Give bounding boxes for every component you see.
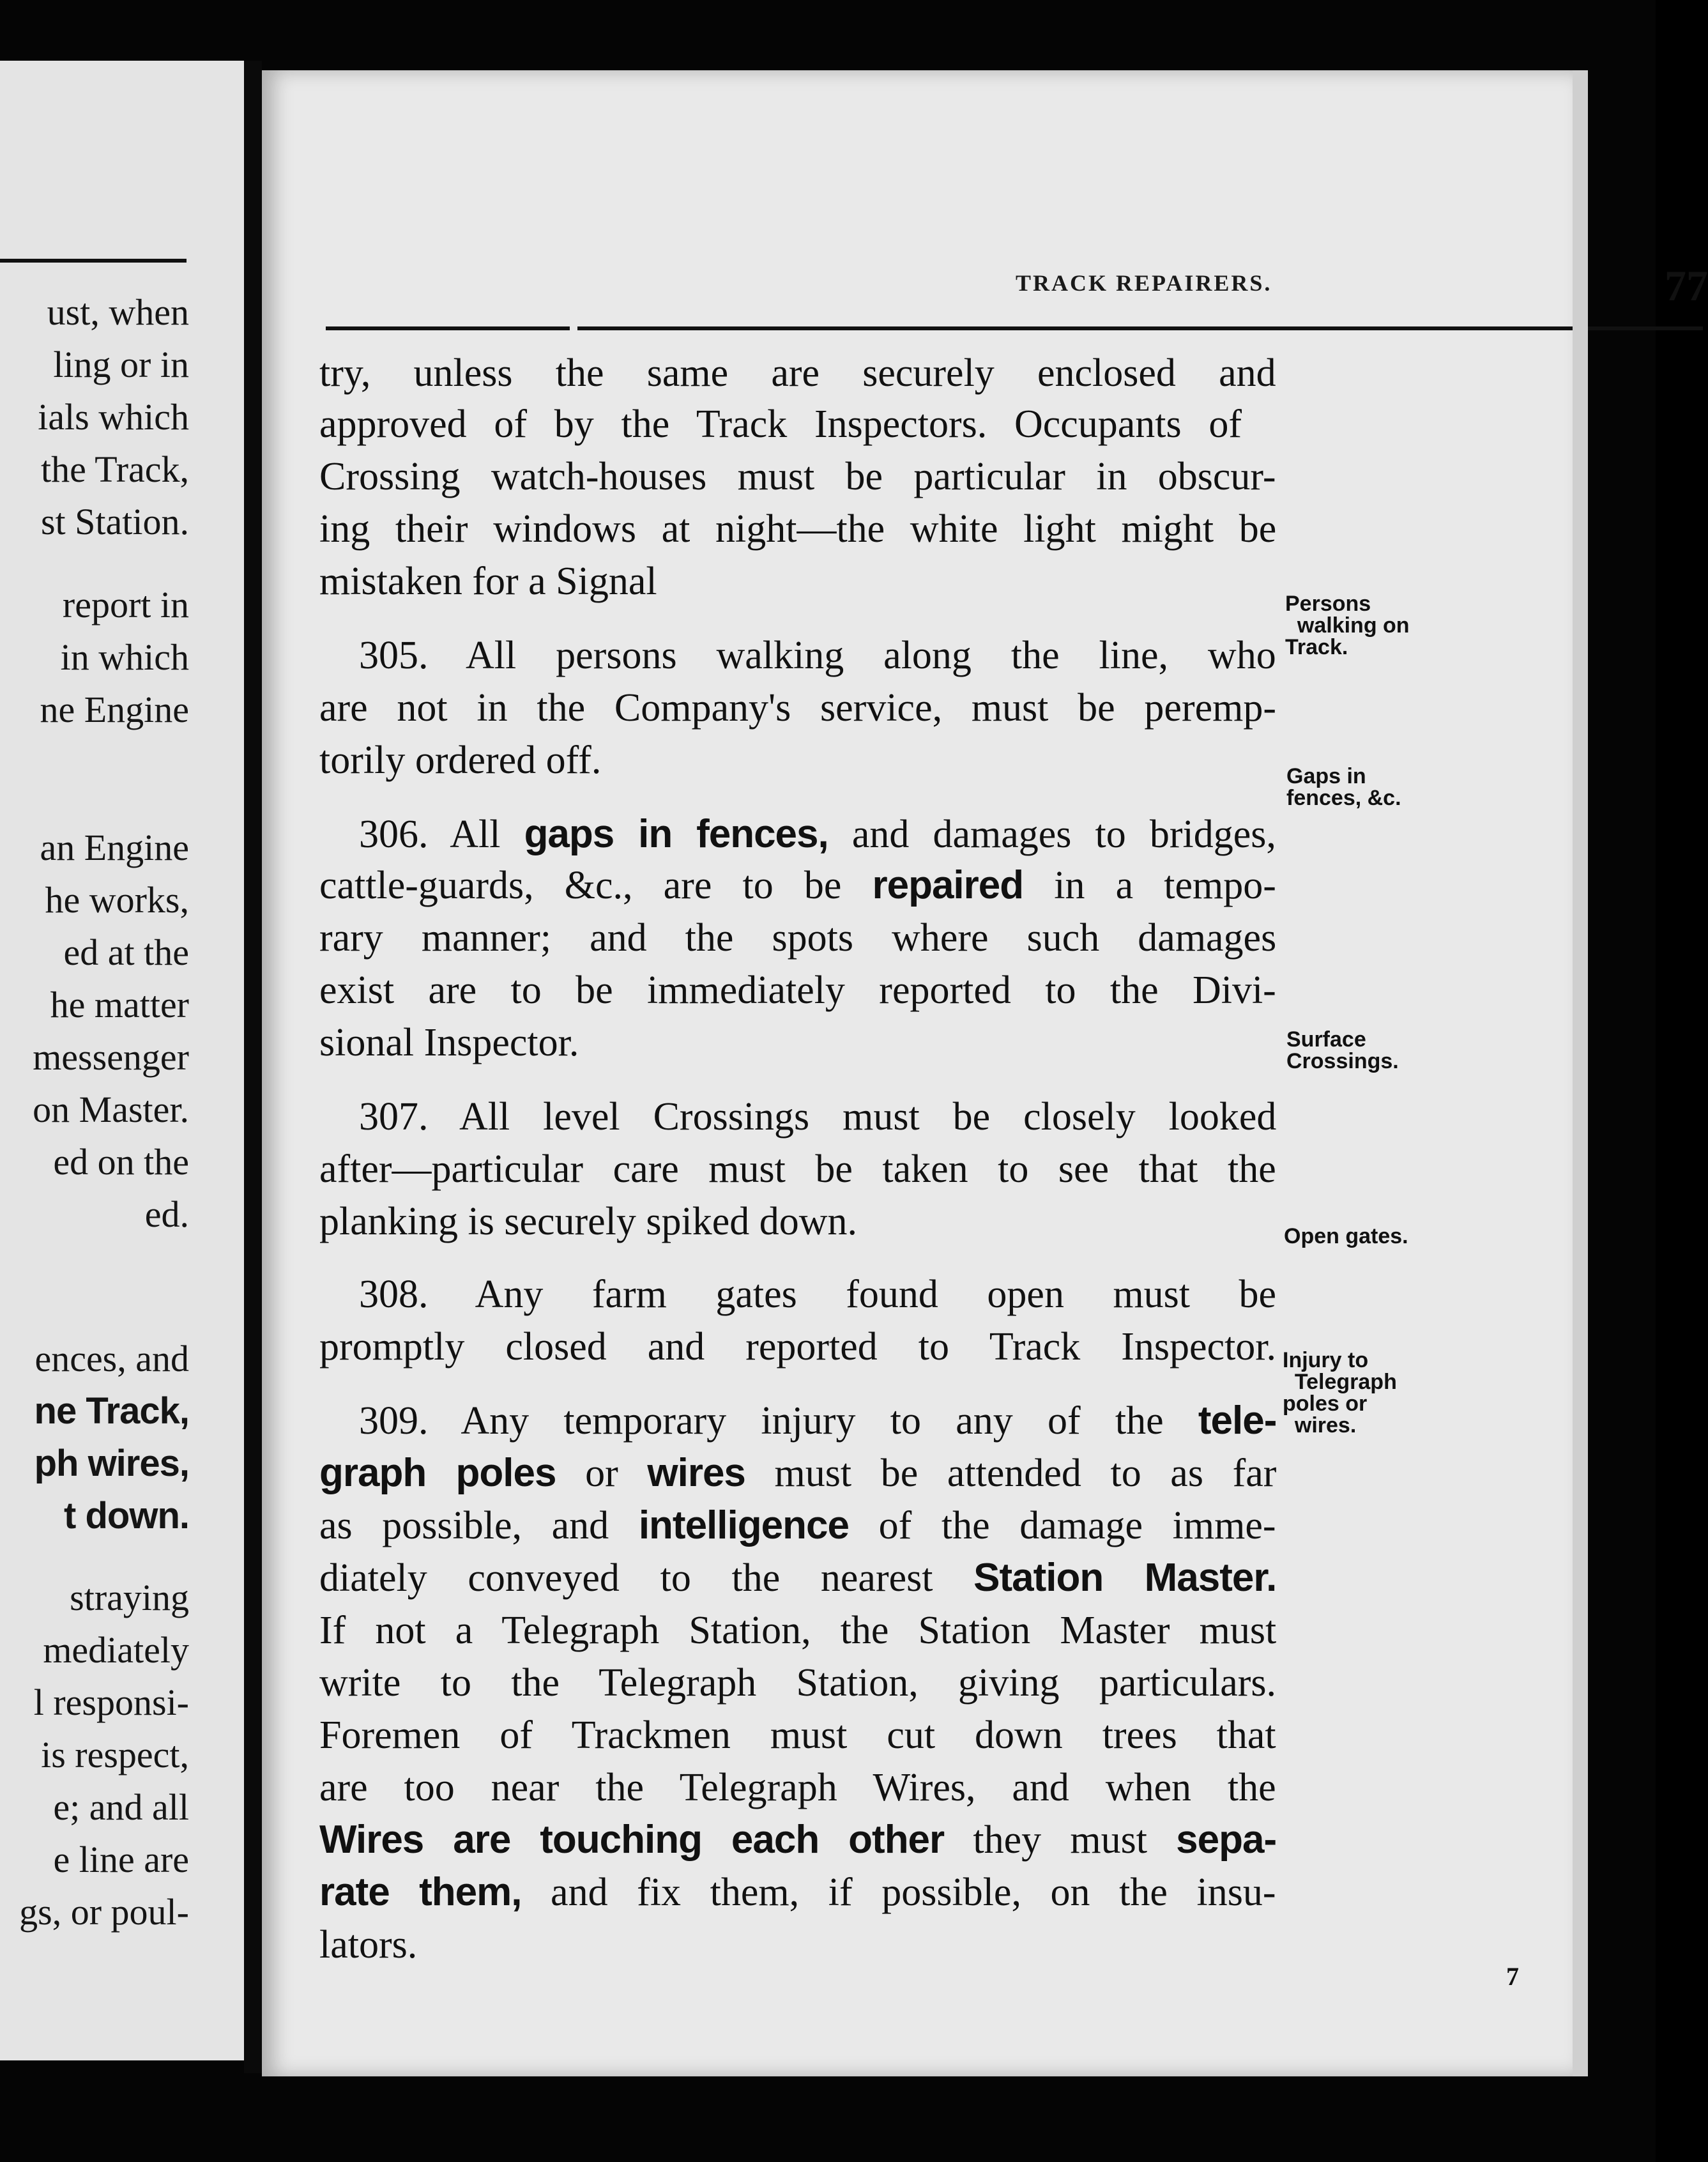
left-page-fragment bbox=[0, 61, 244, 2060]
text-run: rary manner; and the spots where such damages bbox=[319, 916, 1277, 960]
body-line bbox=[319, 1503, 1276, 1549]
header-rule-right bbox=[577, 326, 1703, 330]
text-run: Crossing watch-houses must be particular in obscur- bbox=[319, 455, 1276, 498]
margin-note-injury-telegraph: Injury to Telegraph poles or wires. bbox=[1283, 1348, 1397, 1438]
body-line bbox=[359, 811, 1276, 857]
left-page-line: on Master. bbox=[33, 1089, 189, 1130]
emphasized-text: graph poles bbox=[319, 1451, 556, 1495]
left-page-line: mediately bbox=[43, 1629, 189, 1671]
running-head: TRACK REPAIRERS. bbox=[1016, 270, 1272, 296]
left-page-line: ne Track, bbox=[34, 1390, 189, 1432]
text-run: as possible, and bbox=[319, 1504, 639, 1547]
text-run: in a tempo- bbox=[1023, 864, 1276, 907]
header-rule-left bbox=[326, 326, 570, 330]
text-run: they must bbox=[944, 1818, 1177, 1862]
text-run: exist are to be immediately reported to the Divi- bbox=[319, 969, 1276, 1012]
left-page-line: ust, when bbox=[47, 291, 189, 333]
body-line bbox=[319, 1146, 1276, 1192]
body-line bbox=[319, 350, 1276, 396]
text-run: are too near the Telegraph Wires, and when the bbox=[319, 1766, 1276, 1809]
body-line bbox=[319, 1324, 1276, 1370]
left-page-line: ph wires, bbox=[34, 1443, 189, 1484]
left-page-line: the Track, bbox=[41, 448, 189, 490]
emphasized-text: tele- bbox=[1198, 1399, 1277, 1443]
text-run: must be attended to as far bbox=[745, 1452, 1277, 1495]
body-line bbox=[319, 401, 1242, 447]
left-page-line: gs, or poul- bbox=[19, 1891, 189, 1933]
text-run: approved of by the Track Inspectors. Occupants of bbox=[319, 402, 1242, 446]
emphasized-text: intelligence bbox=[638, 1503, 849, 1547]
left-page-line: straying bbox=[70, 1577, 189, 1618]
left-page-line: ed. bbox=[144, 1193, 189, 1235]
text-run: or bbox=[556, 1452, 648, 1495]
text-run: 309. Any temporary injury to any of the bbox=[359, 1399, 1198, 1443]
margin-note-gaps-in-fences: Gaps in fences, &c. bbox=[1286, 764, 1401, 810]
body-line bbox=[319, 737, 601, 783]
body-line bbox=[319, 1660, 1276, 1706]
emphasized-text: wires bbox=[647, 1451, 745, 1495]
text-run: 305. All persons walking along the line, who bbox=[359, 634, 1276, 677]
text-run: 307. All level Crossings must be closely looked bbox=[359, 1095, 1277, 1138]
text-run: and damages to bridges, bbox=[828, 813, 1276, 856]
body-line bbox=[359, 1398, 1276, 1444]
text-run: diately conveyed to the nearest bbox=[319, 1556, 974, 1600]
left-page-line: is respect, bbox=[41, 1734, 189, 1775]
text-run: sional Inspector. bbox=[319, 1021, 579, 1064]
text-run: write to the Telegraph Station, giving particulars. bbox=[319, 1661, 1276, 1705]
signature-mark: 7 bbox=[1506, 1962, 1519, 1991]
left-page-line: ling or in bbox=[53, 344, 189, 385]
left-page-line: ne Engine bbox=[40, 689, 189, 730]
emphasized-text: gaps in fences, bbox=[524, 812, 828, 856]
left-page-line: ed on the bbox=[53, 1141, 189, 1183]
left-page-line: an Engine bbox=[40, 827, 189, 868]
margin-note-open-gates: Open gates. bbox=[1284, 1224, 1408, 1248]
body-line bbox=[319, 1607, 1276, 1653]
body-line bbox=[319, 1765, 1276, 1811]
body-line bbox=[319, 454, 1276, 500]
text-run: Foremen of Trackmen must cut down trees that bbox=[319, 1713, 1276, 1757]
body-line bbox=[319, 1922, 417, 1968]
page-edge-shadow bbox=[1573, 70, 1588, 2076]
body-line bbox=[319, 1450, 1276, 1496]
body-line bbox=[319, 915, 1276, 961]
left-page-line: report in bbox=[62, 584, 189, 625]
body-line bbox=[319, 558, 657, 604]
body-line bbox=[319, 1817, 1276, 1863]
text-run: of the damage imme- bbox=[848, 1504, 1276, 1547]
emphasized-text: repaired bbox=[872, 863, 1024, 907]
left-page-line: ed at the bbox=[63, 931, 189, 973]
emphasized-text: sepa- bbox=[1176, 1818, 1277, 1862]
text-run: after—particular care must be taken to see that the bbox=[319, 1147, 1276, 1191]
book-gutter bbox=[244, 61, 262, 2073]
body-line bbox=[359, 1094, 1276, 1140]
body-line bbox=[319, 967, 1276, 1013]
body-line bbox=[319, 862, 1276, 908]
text-run: torily ordered off. bbox=[319, 739, 602, 782]
body-line bbox=[319, 1020, 579, 1066]
body-line bbox=[319, 1555, 1276, 1601]
body-line bbox=[319, 685, 1276, 731]
text-run: 308. Any farm gates found open must be bbox=[359, 1273, 1277, 1316]
body-line bbox=[319, 1712, 1276, 1758]
text-run: promptly closed and reported to Track Inspector. bbox=[319, 1325, 1277, 1368]
text-run: lators. bbox=[319, 1923, 418, 1966]
body-line bbox=[319, 1869, 1276, 1915]
margin-note-persons-walking: Persons walking on Track. bbox=[1285, 592, 1410, 659]
text-run: try, unless the same are securely enclosed and bbox=[319, 351, 1276, 395]
page-number: 77 bbox=[1665, 261, 1708, 310]
emphasized-text: Wires are touching each other bbox=[319, 1818, 945, 1862]
left-page-line: l responsi- bbox=[33, 1682, 189, 1723]
text-run: and fix them, if possible, on the insu- bbox=[521, 1871, 1276, 1914]
text-run: cattle-guards, &c., are to be bbox=[319, 864, 873, 907]
left-header-rule bbox=[0, 259, 187, 263]
body-line bbox=[319, 1199, 857, 1245]
margin-note-surface-crossings: Surface Crossings. bbox=[1286, 1027, 1399, 1073]
text-run: 306. All bbox=[359, 813, 524, 856]
left-page-line: e line are bbox=[53, 1839, 189, 1880]
left-page-line: t down. bbox=[64, 1495, 189, 1537]
body-line bbox=[359, 1271, 1276, 1317]
body-line bbox=[319, 506, 1276, 552]
text-run: mistaken for a Signal bbox=[319, 560, 657, 603]
text-run: ing their windows at night—the white light might be bbox=[319, 507, 1277, 551]
emphasized-text: Station Master. bbox=[973, 1556, 1277, 1600]
left-page-line: in which bbox=[60, 636, 189, 678]
body-line bbox=[359, 632, 1276, 678]
left-page-line: messenger bbox=[33, 1036, 189, 1078]
left-page-line: ences, and bbox=[34, 1338, 189, 1379]
text-run: If not a Telegraph Station, the Station Master must bbox=[319, 1609, 1277, 1652]
emphasized-text: rate them, bbox=[319, 1870, 522, 1914]
text-run: are not in the Company's service, must be peremp- bbox=[319, 686, 1276, 730]
right-page bbox=[262, 70, 1708, 2076]
left-page-line: e; and all bbox=[53, 1786, 189, 1828]
left-page-line: he works, bbox=[45, 879, 189, 921]
left-page-line: ials which bbox=[38, 396, 189, 438]
left-page-line: he matter bbox=[50, 984, 189, 1025]
left-page-line: st Station. bbox=[40, 501, 189, 542]
text-run: planking is securely spiked down. bbox=[319, 1200, 858, 1243]
